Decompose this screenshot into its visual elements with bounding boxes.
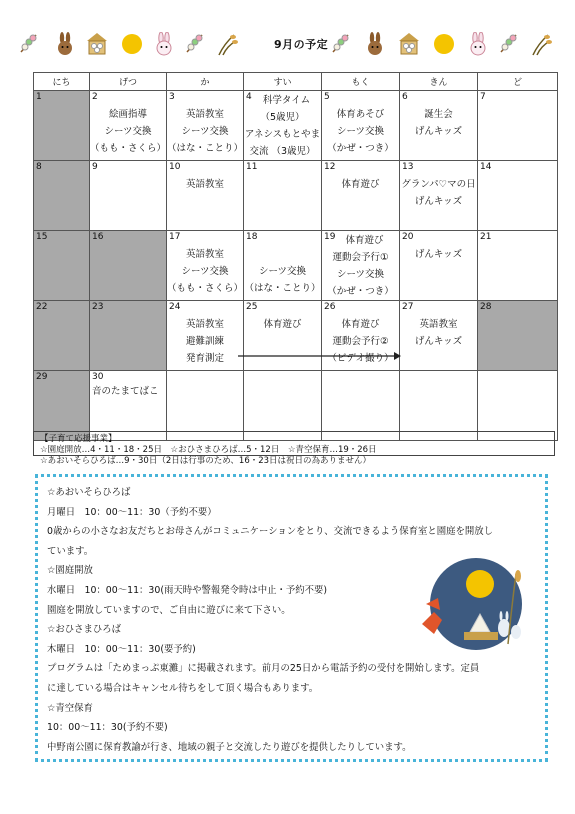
event-item: 体育遊び (263, 319, 302, 330)
day-number: 27 (402, 302, 414, 312)
day-cell (244, 231, 322, 301)
dango-icon (498, 32, 518, 58)
details-box (35, 474, 548, 762)
day-cell (34, 231, 90, 301)
day-cell (167, 371, 244, 441)
details-line: 10：00～11：30(予約不要) (47, 722, 168, 734)
day-cell (478, 371, 558, 441)
week-row (34, 371, 558, 441)
event-item: （かぜ・つき） (327, 286, 394, 297)
day-cell (400, 301, 478, 371)
details-line: 木曜日 10：00～11：30(要予約) (47, 643, 196, 655)
day-cell (90, 231, 167, 301)
day-cell (167, 161, 244, 231)
details-line: 園庭を開放していますので、ご自由に遊びに来て下さい。 (47, 604, 291, 616)
event-item: シーツ交換 (336, 269, 385, 280)
day-number: 21 (480, 232, 492, 242)
calendar-table (33, 72, 558, 441)
dango-icon (184, 32, 204, 58)
day-cell (400, 231, 478, 301)
event-item: 英語教室 (185, 249, 224, 260)
event-item: 科学タイム (262, 95, 311, 106)
day-number: 12 (324, 162, 336, 172)
day-number: 22 (36, 302, 48, 312)
support-line: ☆あおいそらひろば…9・30日（2日は行事のため、16・23日は祝日の為ありません） (40, 456, 372, 466)
details-line: 月曜日 10：00～11：30（予約不要） (47, 506, 217, 518)
day-number: 26 (324, 302, 336, 312)
day-cell (322, 161, 400, 231)
day-cell (90, 301, 167, 371)
event-item: シーツ交換 (104, 126, 152, 137)
event-item: グランパ♡マの日 (401, 179, 476, 190)
event-item: 交流 （3歳児） (249, 146, 316, 157)
details-line: プログラムは「ためまっぷ東灘」に掲載されます。前月の25日から電話予約の受付を開始します。定員 (47, 663, 480, 675)
day-cell (400, 161, 478, 231)
day-number: 20 (402, 232, 414, 242)
day-cell (244, 371, 322, 441)
details-line: ☆あおいそらひろば (47, 487, 131, 498)
day-number: 7 (480, 92, 486, 102)
day-cell (244, 161, 322, 231)
day-cell (90, 371, 167, 441)
event-item: アネシスもとやま (244, 129, 321, 140)
event-item: シーツ交換 (181, 266, 229, 277)
event-list (90, 161, 166, 176)
event-item: 体育あそび (336, 109, 385, 120)
event-item: （ビデオ撮り） (327, 353, 394, 364)
event-list (90, 91, 166, 157)
event-item: シーツ交換 (258, 266, 307, 277)
day-cell (167, 91, 244, 161)
moon-viewing-illustration (412, 554, 530, 652)
event-item: げんキッズ (414, 126, 463, 137)
day-number: 28 (480, 302, 492, 312)
day-number: 15 (36, 232, 48, 242)
dango-icon (330, 32, 350, 58)
week-row (34, 91, 558, 161)
white-rabbit-icon (154, 32, 174, 60)
event-list (400, 91, 477, 140)
event-item: げんキッズ (414, 336, 463, 347)
day-cell (90, 161, 167, 231)
event-list (167, 371, 243, 386)
support-info-box (33, 431, 555, 466)
weekday-header-row (34, 73, 558, 91)
day-number: 8 (36, 162, 42, 172)
event-item: シーツ交換 (336, 126, 385, 137)
details-line: ☆おひさまひろば (47, 624, 122, 636)
details-line: ☆園庭開放 (47, 565, 93, 577)
day-cell (478, 301, 558, 371)
weekday-header: すい (244, 73, 322, 91)
event-item: 体育遊び (345, 235, 384, 246)
event-list (478, 371, 557, 386)
event-span-arrow (236, 350, 401, 362)
day-number: 17 (169, 232, 181, 242)
day-number: 30 (92, 372, 104, 382)
event-item: 英語教室 (185, 179, 224, 190)
event-item: 誕生会 (424, 109, 453, 120)
day-number: 5 (324, 92, 330, 102)
day-cell (90, 91, 167, 161)
event-item: （はな・ことり） (167, 143, 244, 154)
event-item: げんキッズ (414, 196, 463, 207)
day-cell (322, 371, 400, 441)
event-list (478, 91, 557, 106)
details-line: 0歳からの小さなお友だちとお母さんがコミュニケーションをとり、交流できるよう保育室と園庭を開放し (47, 526, 494, 538)
day-number: 25 (246, 302, 258, 312)
susuki-grass-icon (530, 32, 552, 60)
day-cell (34, 161, 90, 231)
weekday-header: ど (478, 73, 558, 91)
event-item: 発育測定 (185, 353, 224, 364)
event-list (322, 91, 399, 157)
day-cell (244, 91, 322, 161)
day-cell (34, 371, 90, 441)
moon-icon (432, 32, 456, 60)
day-number: 1 (36, 92, 42, 102)
white-rabbit-icon (468, 32, 488, 60)
day-cell (167, 231, 244, 301)
event-list (34, 161, 89, 176)
day-number: 23 (92, 302, 104, 312)
day-number: 9 (92, 162, 98, 172)
details-line: ています。 (47, 545, 94, 557)
day-cell (400, 371, 478, 441)
event-item: げんキッズ (414, 249, 463, 260)
event-list (322, 371, 399, 386)
event-list (167, 91, 243, 157)
details-line: 中野南公園に保育教諭が行き、地域の親子と交流したり遊びを提供したりしています。 (47, 741, 412, 753)
header-banner (18, 30, 558, 58)
event-item: （もも・さくら） (90, 143, 167, 154)
event-item: シーツ交換 (181, 126, 229, 137)
event-item: 音のたまてばこ (92, 386, 159, 397)
day-cell (322, 231, 400, 301)
event-item: 運動会予行① (332, 252, 389, 263)
day-number: 10 (169, 162, 181, 172)
weekday-header: にち (34, 73, 90, 91)
weekday-header: か (167, 73, 244, 91)
day-number: 19 (324, 232, 336, 242)
day-cell (478, 91, 558, 161)
event-item: （5歳児） (260, 112, 305, 123)
support-heading: 【子育て応援事業】 (40, 434, 117, 444)
day-number: 29 (36, 372, 48, 382)
weekday-header: げつ (90, 73, 167, 91)
day-cell (167, 301, 244, 371)
event-list (400, 371, 477, 386)
event-list (34, 91, 89, 106)
tsukimi-dango-icon (86, 32, 108, 60)
rabbit-icon (366, 32, 384, 60)
event-item: 英語教室 (185, 319, 224, 330)
day-number: 4 (246, 92, 252, 102)
event-item: （はな・ことり） (244, 283, 321, 294)
day-number: 13 (402, 162, 414, 172)
day-number: 2 (92, 92, 98, 102)
page-title: 9月の予定 (274, 38, 329, 51)
details-line: 水曜日 10：00～11：30(雨天時や警報発令時は中止・予約不要) (47, 584, 328, 596)
day-number: 24 (169, 302, 181, 312)
event-item: 運動会予行② (332, 336, 389, 347)
event-item: 避難訓練 (185, 336, 224, 347)
event-list (244, 91, 321, 160)
day-cell (478, 161, 558, 231)
day-number: 18 (246, 232, 258, 242)
event-item (244, 246, 321, 263)
dango-icon (18, 32, 38, 58)
day-cell (34, 301, 90, 371)
day-cell (34, 91, 90, 161)
event-item: 英語教室 (419, 319, 458, 330)
tsukimi-dango-icon (398, 32, 420, 60)
weekday-header: きん (400, 73, 478, 91)
event-item: 体育遊び (341, 319, 380, 330)
day-cell (322, 91, 400, 161)
day-number: 3 (169, 92, 175, 102)
event-item: （もも・さくら） (167, 283, 244, 294)
day-number: 11 (246, 162, 258, 172)
day-number: 16 (92, 232, 104, 242)
event-item: 絵画指導 (108, 109, 147, 120)
moon-icon (120, 32, 144, 60)
details-line: ☆青空保育 (47, 702, 93, 714)
event-item: （かぜ・つき） (327, 143, 394, 154)
day-cell (478, 231, 558, 301)
week-row (34, 161, 558, 231)
day-cell (400, 91, 478, 161)
details-line: に達している場合はキャンセル待ちをして頂く場合もあります。 (47, 682, 319, 694)
rabbit-icon (56, 32, 74, 60)
event-item: 体育遊び (341, 179, 380, 190)
day-number: 6 (402, 92, 408, 102)
support-line: ☆園庭開放…4・11・18・25日 ☆おひさまひろば…5・12日 ☆青空保育…19・26日 (40, 445, 377, 455)
event-list (244, 371, 321, 386)
week-row (34, 231, 558, 301)
susuki-grass-icon (216, 32, 238, 60)
event-item: 英語教室 (185, 109, 224, 120)
weekday-header: もく (322, 73, 400, 91)
day-number: 14 (480, 162, 492, 172)
